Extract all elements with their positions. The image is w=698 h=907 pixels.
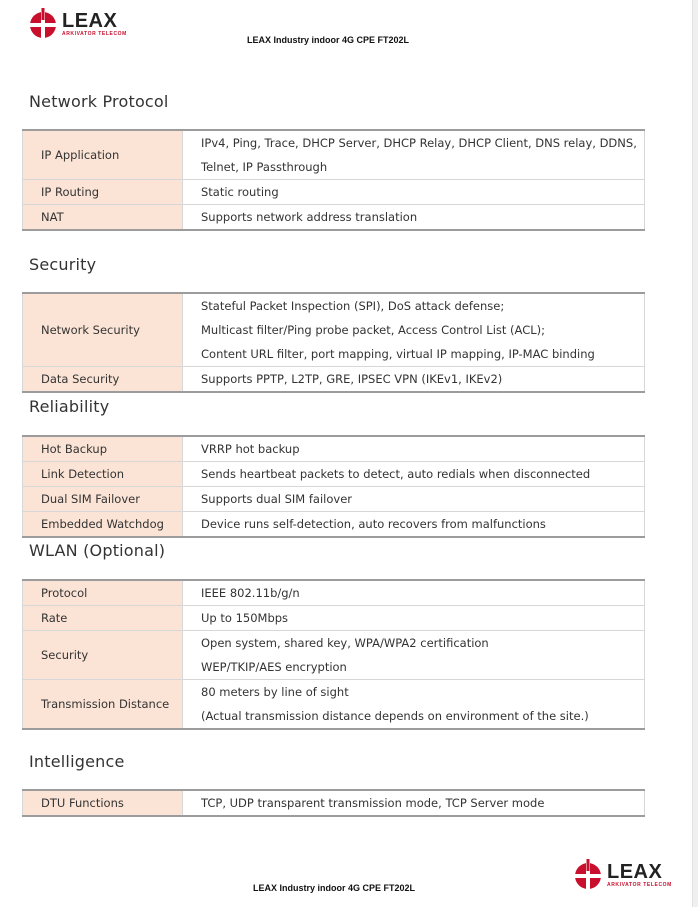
- table-row: [23, 631, 645, 680]
- spec-value-line: Stateful Packet Inspection (SPI), DoS attack defense;: [201, 299, 505, 313]
- leax-logo-mark: [573, 857, 605, 893]
- spec-value-line: Multicast filter/Ping probe packet, Access Control List (ACL);: [201, 323, 545, 337]
- spec-value-line: Supports network address translation: [201, 210, 418, 224]
- table-row: [23, 205, 645, 231]
- spec-value: [183, 462, 645, 487]
- spec-value-line: Supports PPTP, L2TP, GRE, IPSEC VPN (IKEv1, IKEv2): [201, 372, 503, 386]
- spec-value-line: Sends heartbeat packets to detect, auto redials when disconnected: [201, 467, 591, 481]
- spec-value-line: VRRP hot backup: [201, 442, 300, 456]
- spec-label: IP Application: [23, 130, 183, 180]
- section-heading-network-protocol: Network Protocol: [29, 92, 169, 111]
- table-row: [23, 180, 645, 205]
- logo-brand-name: LEAX: [62, 10, 118, 32]
- leax-logo-footer: [573, 857, 672, 893]
- spec-value: [183, 606, 645, 631]
- spec-value: [183, 790, 645, 816]
- logo-brand-subtext: ARKIVATOR TELECOM: [62, 31, 127, 37]
- spec-value-line: Static routing: [201, 185, 279, 199]
- table-row: [23, 580, 645, 606]
- spec-value-line: Device runs self-detection, auto recovers from malfunctions: [201, 517, 546, 531]
- header-doc-title: LEAX Industry indoor 4G CPE FT202L: [247, 35, 410, 45]
- logo-brand-name: LEAX: [607, 861, 663, 883]
- section-heading-reliability: Reliability: [29, 397, 110, 416]
- leax-logo-mark: [28, 6, 60, 42]
- security-table: [22, 292, 645, 393]
- footer-doc-title: LEAX Industry indoor 4G CPE FT202L: [253, 883, 416, 893]
- table-row: [23, 790, 645, 816]
- spec-label: Hot Backup: [23, 436, 183, 462]
- spec-value: [183, 130, 645, 180]
- network-protocol-table: [22, 129, 645, 231]
- table-row: [23, 487, 645, 512]
- spec-value-line: IEEE 802.11b/g/n: [201, 586, 300, 600]
- spec-value-line: WEP/TKIP/AES encryption: [201, 660, 347, 674]
- table-row: [23, 680, 645, 730]
- table-row: [23, 512, 645, 538]
- spec-label: Data Security: [23, 367, 183, 393]
- spec-value: [183, 205, 645, 231]
- spec-label: Transmission Distance: [23, 680, 183, 730]
- section-heading-wlan: WLAN (Optional): [29, 541, 166, 560]
- spec-label: Embedded Watchdog: [23, 512, 183, 538]
- spec-value: [183, 580, 645, 606]
- spec-value-line: Supports dual SIM failover: [201, 492, 352, 506]
- spec-value-line: IPv4, Ping, Trace, DHCP Server, DHCP Relay, DHCP Client, DNS relay, DDNS,: [201, 136, 637, 150]
- table-row: [23, 367, 645, 393]
- spec-label: NAT: [23, 205, 183, 231]
- table-row: [23, 436, 645, 462]
- spec-value: [183, 680, 645, 730]
- spec-value-line: Content URL filter, port mapping, virtual IP mapping, IP-MAC binding: [201, 347, 595, 361]
- spec-label: Rate: [23, 606, 183, 631]
- spec-value: [183, 180, 645, 205]
- spec-value: [183, 293, 645, 367]
- spec-value: [183, 436, 645, 462]
- spec-value-line: (Actual transmission distance depends on environment of the site.): [201, 709, 589, 723]
- spec-value-line: Open system, shared key, WPA/WPA2 certification: [201, 636, 489, 650]
- spec-label: IP Routing: [23, 180, 183, 205]
- wlan-table: [22, 579, 645, 730]
- spec-value: [183, 631, 645, 680]
- spec-value-line: Telnet, IP Passthrough: [201, 160, 328, 174]
- spec-label: DTU Functions: [23, 790, 183, 816]
- spec-value: [183, 512, 645, 538]
- spec-value: [183, 487, 645, 512]
- spec-value-line: Up to 150Mbps: [201, 611, 289, 625]
- spec-value-line: TCP, UDP transparent transmission mode, TCP Server mode: [201, 796, 545, 810]
- table-row: [23, 293, 645, 367]
- section-heading-security: Security: [29, 255, 97, 274]
- spec-label: Link Detection: [23, 462, 183, 487]
- leax-logo: [28, 6, 127, 42]
- section-heading-intelligence: Intelligence: [29, 752, 125, 771]
- spec-label: Protocol: [23, 580, 183, 606]
- page-scroll-edge: [692, 0, 698, 907]
- intelligence-table: [22, 789, 645, 817]
- table-row: [23, 130, 645, 180]
- spec-label: Security: [23, 631, 183, 680]
- spec-label: Network Security: [23, 293, 183, 367]
- reliability-table: [22, 435, 645, 538]
- table-row: [23, 606, 645, 631]
- spec-value: [183, 367, 645, 393]
- spec-value-line: 80 meters by line of sight: [201, 685, 349, 699]
- spec-label: Dual SIM Failover: [23, 487, 183, 512]
- logo-brand-subtext: ARKIVATOR TELECOM: [607, 882, 672, 888]
- table-row: [23, 462, 645, 487]
